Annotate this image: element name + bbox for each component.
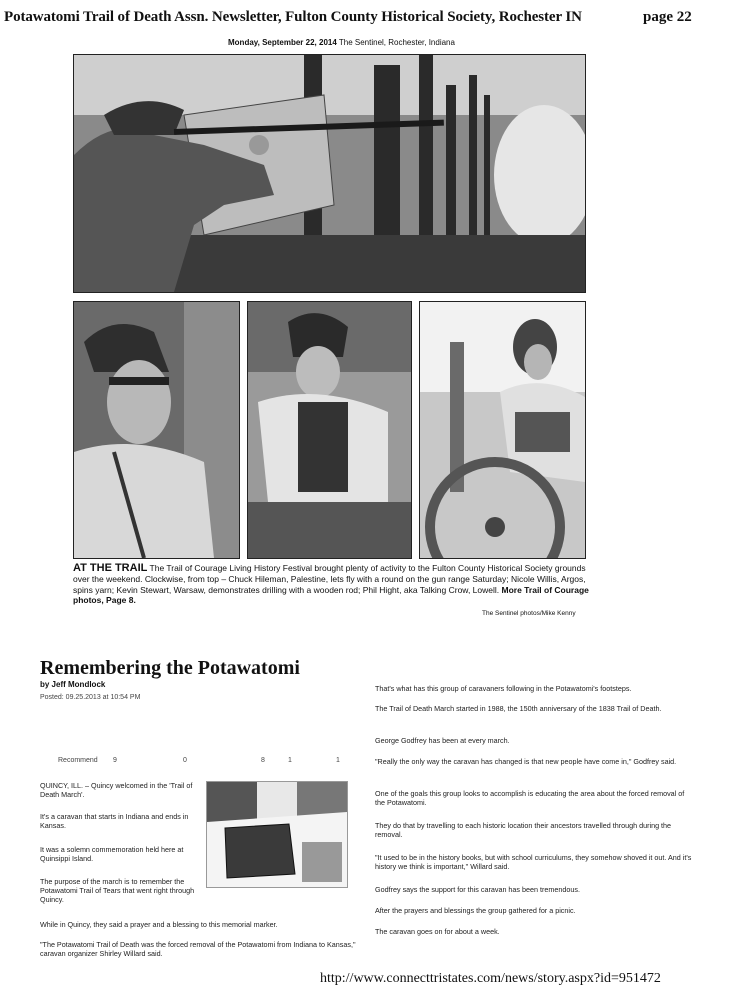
caption-text: The Trail of Courage Living History Festival brought plenty of activity to the Fulton County Historical Society grounds over the weekend. Clockwise, from top – Chuck Hileman, Palestine, lets fly with a round on the gun range Saturday; Nicole Willis, Argos, spins yarn; Kevin Stewart, Warsaw, demonstrates drilling with a wooden rod; Phil Hight, aka Talking Crow, Lowell.	[73, 563, 586, 595]
page-number: page 22	[643, 9, 692, 25]
article-paragraph: That's what has this group of caravaners following in the Potawatomi's footsteps.	[375, 684, 632, 693]
share-count: 1	[336, 757, 340, 764]
article-paragraph: The purpose of the march is to remember the Potawatomi Trail of Tears that went right through Quincy.	[40, 877, 195, 904]
article-paragraph: George Godfrey has been at every march.	[375, 736, 510, 745]
article-paragraph: Godfrey says the support for this caravan has been tremendous.	[375, 885, 580, 894]
article-paragraph: They do that by travelling to each historic location their ancestors travelled through during the removal.	[375, 821, 672, 839]
share-count: 8	[261, 757, 265, 764]
dateline-paper: The Sentinel, Rochester, Indiana	[338, 38, 455, 47]
recommend-button[interactable]: Recommend	[58, 757, 98, 764]
article-paragraph: QUINCY, ILL. – Quincy welcomed in the 'Trail of Death March'.	[40, 781, 193, 799]
memorial-marker-photo	[206, 781, 348, 888]
article-paragraph: While in Quincy, they said a prayer and a blessing to this memorial marker.	[40, 920, 278, 929]
article-paragraph: It's a caravan that starts in Indiana and ends in Kansas.	[40, 812, 189, 830]
article-paragraph: "It used to be in the history books, but with school curriculums, they somehow shoved it out. And it's history we think is important," Willard said.	[375, 853, 692, 871]
spinning-wheel-photo	[419, 301, 586, 559]
article-paragraph: It was a solemn commemoration held here at Quinsippi Island.	[40, 845, 184, 863]
caption-lead: AT THE TRAIL	[73, 562, 148, 574]
article-paragraph: After the prayers and blessings the group gathered for a picnic.	[375, 906, 576, 915]
article-paragraph: One of the goals this group looks to accomplish is educating the area about the forced removal of the Potawatomi.	[375, 789, 685, 807]
recommend-count: 9	[113, 757, 117, 764]
share-count: 0	[183, 757, 187, 764]
photo-caption	[73, 563, 593, 606]
kevin-stewart-drilling-photo	[247, 301, 412, 559]
photo-credit: The Sentinel photos/Mike Kenny	[482, 610, 576, 617]
dateline	[228, 38, 455, 47]
rifle-firing-photo	[73, 54, 586, 293]
share-count: 1	[288, 757, 292, 764]
article-paragraph: "Really the only way the caravan has changed is that new people have come in," Godfrey said.	[375, 757, 677, 766]
chuck-hileman-portrait-photo	[73, 301, 240, 559]
article-posted-date: Posted: 09.25.2013 at 10:54 PM	[40, 694, 141, 701]
article-paragraph: The caravan goes on for about a week.	[375, 927, 500, 936]
article-title: Remembering the Potawatomi	[40, 657, 300, 679]
article-paragraph: The Trail of Death March started in 1988, the 150th anniversary of the 1838 Trail of Death.	[375, 704, 662, 713]
caption-more-photos: More Trail of Courage photos, Page 8.	[73, 584, 589, 606]
article-paragraph: "The Potawatomi Trail of Death was the forced removal of the Potawatomi from Indiana to Kansas," caravan organizer Shirley Willard said.	[40, 940, 356, 958]
newsletter-header-title: Potawatomi Trail of Death Assn. Newsletter, Fulton County Historical Society, Rochester IN	[4, 9, 582, 25]
source-url[interactable]: http://www.connecttristates.com/news/story.aspx?id=951472	[320, 971, 661, 986]
article-byline: by Jeff Mondlock	[40, 680, 106, 689]
dateline-date: Monday, September 22, 2014	[228, 38, 337, 47]
